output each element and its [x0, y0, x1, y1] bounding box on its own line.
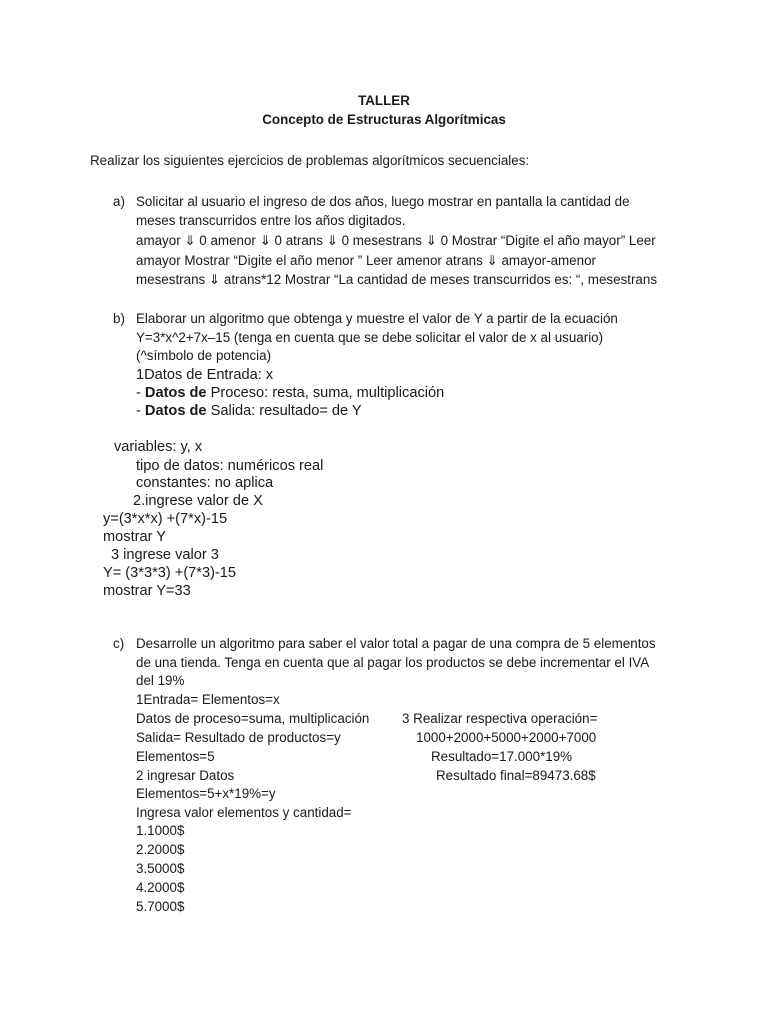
- exercise-c-line: Desarrolle un algoritmo para saber el valor total a pagar de una compra de 5 elementos: [136, 636, 656, 651]
- c-left-line: Elementos=5: [136, 749, 215, 764]
- c-left-line: Elementos=5+x*19%=y: [136, 786, 276, 801]
- c-left-line: 3.5000$: [136, 861, 185, 876]
- exercise-a-marker: a): [113, 194, 125, 209]
- dash: -: [136, 385, 145, 401]
- exercise-a-line: Solicitar al usuario el ingreso de dos años, luego mostrar en pantalla la cantidad de: [136, 194, 630, 209]
- exercise-a-line: meses transcurridos entre los años digitados.: [136, 213, 406, 228]
- c-left-line: Salida= Resultado de productos=y: [136, 730, 341, 745]
- datos-proceso-line: [136, 384, 444, 402]
- exercise-b-marker: b): [113, 311, 125, 326]
- ingrese-x-line: 2.ingrese valor de X: [133, 493, 263, 509]
- exercise-b-line: 1Datos de Entrada: x: [136, 367, 274, 383]
- mostrar-33-line: mostrar Y=33: [103, 583, 191, 599]
- exercise-a-line: amayor Mostrar “Digite el año menor ” Leer amenor atrans ⇓ amayor-amenor: [136, 253, 596, 268]
- c-left-line: 2.2000$: [136, 842, 185, 857]
- c-right-line: Resultado=17.000*19%: [431, 749, 573, 764]
- exercise-b-line: (^símbolo de potencia): [136, 348, 272, 363]
- ingrese-3-line: 3 ingrese valor 3: [111, 547, 219, 563]
- tipo-datos-line: tipo de datos: numéricos real: [136, 458, 324, 474]
- document-subtitle: Concepto de Estructuras Algorítmicas: [262, 112, 506, 127]
- formula-line: y=(3*x*x) +(7*x)-15: [103, 511, 228, 527]
- document-title: TALLER: [358, 93, 410, 108]
- c-left-line: Ingresa valor elementos y cantidad=: [136, 805, 352, 820]
- intro-text: Realizar los siguientes ejercicios de problemas algorítmicos secuenciales:: [90, 153, 530, 168]
- c-right-line: 3 Realizar respectiva operación=: [402, 711, 598, 726]
- variables-line: variables: y, x: [114, 439, 203, 455]
- c-left-line: 1Entrada= Elementos=x: [136, 692, 280, 707]
- salida-text: Salida: resultado= de Y: [206, 403, 362, 419]
- datos-salida-line: [136, 402, 362, 420]
- datos-de-bold: Datos de: [144, 385, 207, 401]
- c-left-line: 2 ingresar Datos: [136, 768, 235, 783]
- dash: -: [136, 403, 145, 419]
- c-right-line: 1000+2000+5000+2000+7000: [416, 730, 597, 745]
- datos-de-bold: Datos de: [144, 403, 207, 419]
- c-left-line: Datos de proceso=suma, multiplicación: [136, 711, 370, 726]
- exercise-b-line: Y=3*x^2+7x–15 (tenga en cuenta que se debe solicitar el valor de x al usuario): [136, 330, 604, 345]
- c-left-line: 1.1000$: [136, 823, 185, 838]
- exercise-a-line: mesestrans ⇓ atrans*12 Mostrar “La cantidad de meses transcurridos es: “, mesestrans: [136, 272, 658, 287]
- constantes-line: constantes: no aplica: [136, 475, 274, 491]
- c-left-line: 4.2000$: [136, 880, 185, 895]
- proceso-text: Proceso: resta, suma, multiplicación: [206, 385, 445, 401]
- exercise-c-line: del 19%: [136, 673, 185, 688]
- exercise-c-marker: c): [113, 636, 125, 651]
- exercise-a-line: amayor ⇓ 0 amenor ⇓ 0 atrans ⇓ 0 mesestrans ⇓ 0 Mostrar “Digite el año mayor” Leer: [136, 233, 656, 248]
- c-left-line: 5.7000$: [136, 899, 185, 914]
- exercise-b-line: Elaborar un algoritmo que obtenga y muestre el valor de Y a partir de la ecuación: [136, 311, 618, 326]
- exercise-c-line: de una tienda. Tenga en cuenta que al pagar los productos se debe incrementar el IVA: [136, 655, 650, 670]
- c-right-line: Resultado final=89473.68$: [436, 768, 596, 783]
- formula-3-line: Y= (3*3*3) +(7*3)-15: [103, 565, 237, 581]
- mostrar-y-line: mostrar Y: [103, 529, 166, 545]
